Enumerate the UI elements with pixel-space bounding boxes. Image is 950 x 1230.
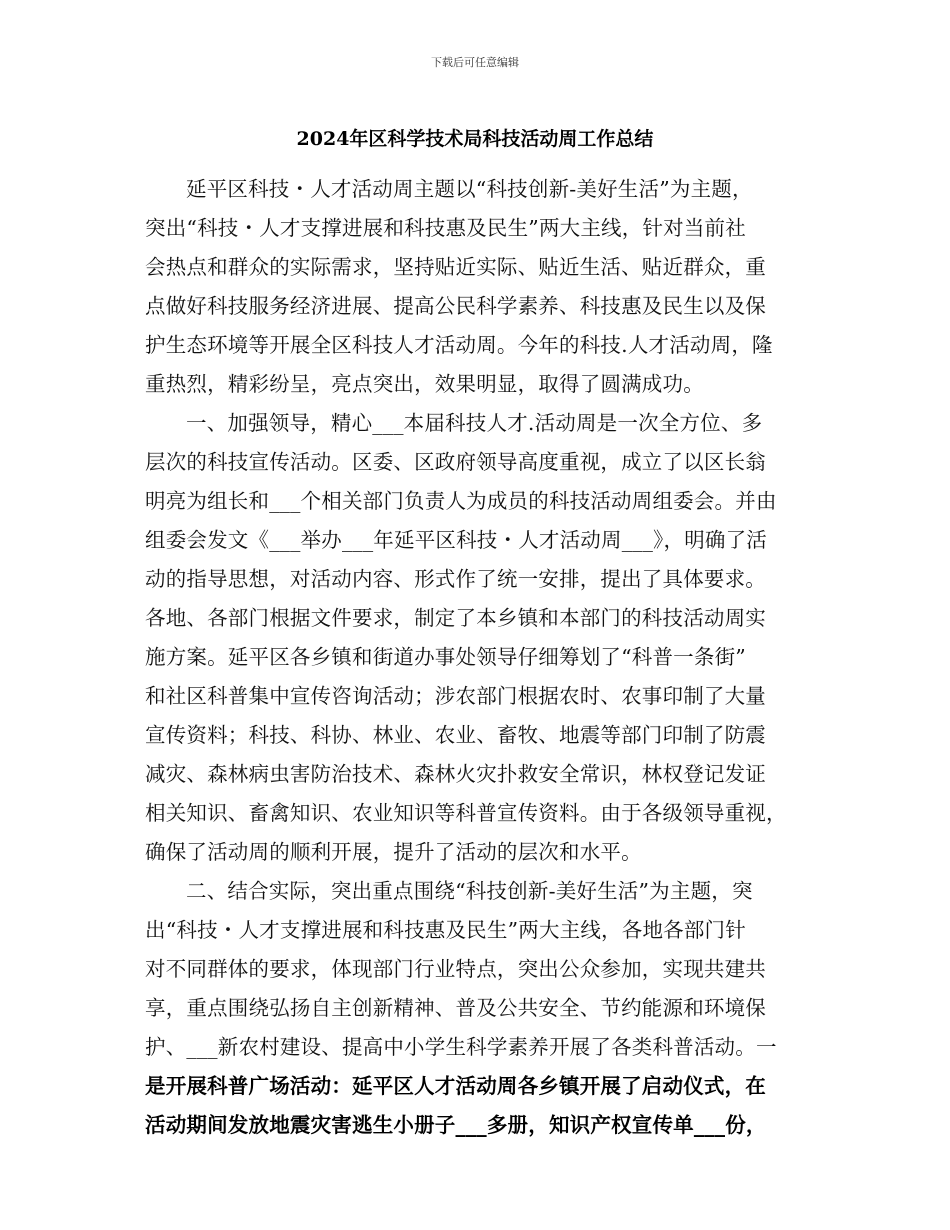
text-line: 动的指导思想，对活动内容、形式作了统一安排，提出了具体要求。 (145, 567, 766, 591)
text-line: 延平区科技・人才活动周主题以“科技创新-美好生活”为主题， (186, 177, 753, 201)
text-line: 和社区科普集中宣传咨询活动；涉农部门根据农时、农事印制了大量 (145, 684, 766, 708)
page-title: 2024年区科学技术局科技活动周工作总结 (296, 128, 654, 150)
text-line: 护生态环境等开展全区科技人才活动周。今年的科技.人才活动周，隆 (145, 333, 773, 357)
text-line: 确保了活动周的顺利开展，提升了活动的层次和水平。 (145, 840, 642, 864)
text-line: 相关知识、畜禽知识、农业知识等科普宣传资料。由于各级领导重视， (145, 801, 787, 825)
text-line-bold: 活动期间发放地震灾害逃生小册子___多册，知识产权宣传单___份， (145, 1113, 767, 1137)
text-line: 突出“科技・人才支撑进展和科技惠及民生”两大主线，针对当前社 (145, 216, 746, 240)
text-line: 组委会发文《___举办___年延平区科技・人才活动周___》，明确了活 (145, 528, 767, 552)
text-line: 各地、各部门根据文件要求，制定了本乡镇和本部门的科技活动周实 (145, 606, 766, 630)
text-line: 层次的科技宣传活动。区委、区政府领导高度重视，成立了以区长翁 (145, 450, 766, 474)
text-line: 享，重点围绕弘扬自主创新精神、普及公共安全、节约能源和环境保 (145, 996, 766, 1020)
text-line: 宣传资料；科技、科协、林业、农业、畜牧、地震等部门印制了防震 (145, 723, 766, 747)
text-line: 会热点和群众的实际需求，坚持贴近实际、贴近生活、贴近群众，重 (145, 255, 766, 279)
text-line: 点做好科技服务经济进展、提高公民科学素养、科技惠及民生以及保 (145, 294, 766, 318)
text-line: 施方案。延平区各乡镇和街道办事处领导仔细筹划了“科普一条街” (145, 645, 746, 669)
text-line: 明亮为组长和___个相关部门负责人为成员的科技活动周组委会。并由 (145, 489, 777, 513)
text-line: 二、结合实际，突出重点围绕“科技创新-美好生活”为主题，突 (186, 879, 753, 903)
text-line: 对不同群体的要求，体现部门行业特点，突出公众参加，实现共建共 (145, 957, 766, 981)
text-line: 出“科技・人才支撑进展和科技惠及民生”两大主线，各地各部门针 (145, 918, 746, 942)
text-line: 重热烈，精彩纷呈，亮点突出，效果明显，取得了圆满成功。 (145, 372, 704, 396)
text-line: 减灾、森林病虫害防治技术、森林火灾扑救安全常识，林权登记发证 (145, 762, 766, 786)
text-line: 护、___新农村建设、提高中小学生科学素养开展了各类科普活动。一 (145, 1035, 777, 1059)
text-line-bold: 是开展科普广场活动：延平区人才活动周各乡镇开展了启动仪式，在 (145, 1074, 766, 1098)
header-note: 下载后可任意编辑 (431, 56, 519, 69)
text-line: 一、加强领导，精心___本届科技人才.活动周是一次全方位、多 (186, 411, 763, 435)
